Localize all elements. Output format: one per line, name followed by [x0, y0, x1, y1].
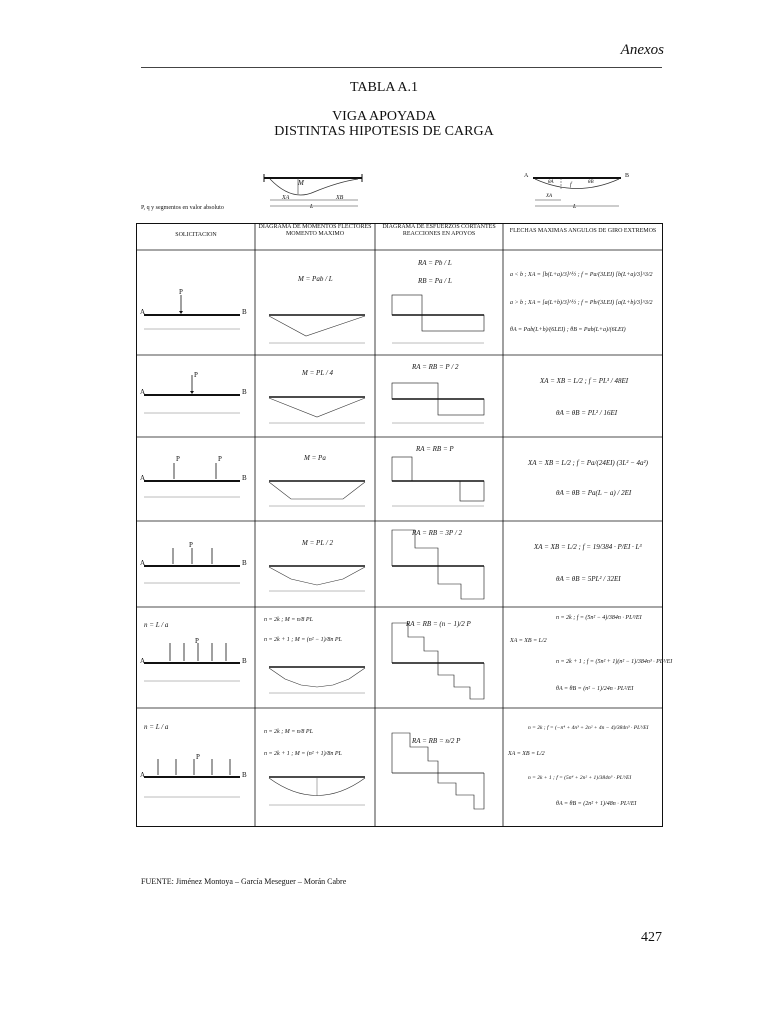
- row3-load-label-2: P: [218, 455, 222, 463]
- row5-deflection-odd: n = 2k + 1 ; f = (5n² + 1)(n² − 1)/384n³ · PL³/EI: [556, 659, 673, 665]
- row5-rotation: θA = θB = (n² − 1)/24n · PL²/EI: [556, 686, 634, 692]
- row1-shear-diagram: [392, 295, 484, 343]
- sketch-theta-a: θA: [548, 180, 554, 185]
- row5-deflection-even: n = 2k ; f = (5n² − 4)/384n · PL³/EI: [556, 615, 642, 621]
- row1-rotation: θA = Pab(L+b)/(6LEI) ; θB = Pab(L+a)/(6LEI): [510, 327, 626, 333]
- sketch-theta-b: θB: [588, 180, 594, 185]
- row5-support-b: B: [242, 657, 247, 665]
- header-shear-diagram: DIAGRAMA DE ESFUERZOS CORTANTES REACCIONES EN APOYOS: [382, 224, 496, 237]
- title-line-1: VIGA APOYADA: [332, 109, 436, 124]
- row2-deflection: XA = XB = L/2 ; f = PL³ / 48EI: [540, 377, 629, 385]
- row1-support-a: A: [140, 308, 146, 316]
- row4-rotation: θA = θB = 5PL² / 32EI: [556, 575, 621, 583]
- table-label: TABLA A.1: [349, 80, 419, 95]
- sketch-support-a: A: [524, 173, 529, 179]
- row4-support-a: A: [140, 559, 146, 567]
- row2-reactions: RA = RB = P / 2: [412, 363, 459, 371]
- row1-moment-formula: M = Pab / L: [298, 275, 333, 283]
- row5-xa: XA = XB = L/2: [510, 638, 547, 644]
- row3-support-b: B: [242, 474, 247, 482]
- header-rule: [141, 67, 662, 68]
- row6-moment-diagram: [269, 777, 365, 805]
- row4-moment-diagram: [269, 566, 365, 591]
- row4-load-label: P: [189, 541, 193, 549]
- sketch-deflection-f: f: [570, 182, 572, 188]
- deflection-reference-sketch: [525, 170, 630, 210]
- row6-moment-even: n = 2k ; M = n/8 PL: [264, 729, 313, 735]
- row6-deflection-even: n = 2k ; f = (−n⁴ + 4n³ + 2n² + 4n − 4)/384n³ · PL³/EI: [528, 725, 649, 731]
- load-cases-table: [136, 223, 673, 827]
- row3-moment-diagram: [269, 481, 365, 506]
- sketch-support-b: B: [625, 173, 630, 179]
- row4-moment-formula: M = PL / 2: [302, 539, 334, 547]
- header-deflections: FLECHAS MAXIMAS ANGULOS DE GIRO EXTREMOS: [509, 228, 657, 234]
- page-title: [0, 109, 768, 139]
- page-number: 427: [641, 930, 662, 945]
- row3-load-label-1: P: [176, 455, 180, 463]
- row3-rotation: θA = θB = Pa(L − a) / 2EI: [556, 489, 632, 497]
- row3-deflection: XA = XB = L/2 ; f = Pa/(24EI) (3L² − 4a²): [528, 459, 648, 467]
- row2-shear-diagram: [392, 383, 484, 423]
- row3-shear-diagram: [392, 457, 484, 506]
- row1-deflection-case1: a < b ; XA = [b(L+a)/3]^½ ; f = Pa/(3LEI) [b(L+a)/3]^3/2: [510, 272, 653, 278]
- header-moment-diagram: DIAGRAMA DE MOMENTOS FLECTORES MOMENTO MAXIMO: [258, 224, 372, 237]
- row1-beam-sketch: [144, 295, 240, 329]
- row6-deflection-odd: n = 2k + 1 ; f = (5n⁴ + 2n² + 1)/384n³ · PL³/EI: [528, 775, 632, 781]
- row3-reactions: RA = RB = P: [416, 445, 454, 453]
- row6-reactions: RA = RB = n/2 P: [412, 737, 461, 745]
- row6-moment-odd: n = 2k + 1 ; M = (n² + 1)/8n PL: [264, 751, 342, 757]
- row4-beam-sketch: [144, 548, 240, 583]
- figure-note: P, q y segmentos en valor absoluto: [141, 205, 224, 211]
- row6-n-definition: n = L / a: [144, 723, 169, 731]
- row1-deflection-case2: a > b ; XA = [a(L+b)/3]^½ ; f = Pb/(3LEI) [a(L+b)/3]^3/2: [510, 300, 653, 306]
- row6-beam-sketch: [144, 759, 240, 797]
- section-header: Anexos: [620, 42, 664, 58]
- row6-support-a: A: [140, 771, 146, 779]
- row5-moment-odd: n = 2k + 1 ; M = (n² − 1)/8n PL: [264, 637, 342, 643]
- table-grid: [136, 223, 663, 827]
- row6-load-label: P: [196, 753, 200, 761]
- row1-load-label: P: [179, 288, 183, 296]
- row5-load-label: P: [195, 637, 199, 645]
- sketch-span: L: [573, 204, 577, 210]
- row4-support-b: B: [242, 559, 247, 567]
- row3-support-a: A: [140, 474, 146, 482]
- row3-beam-sketch: [144, 463, 240, 497]
- row5-moment-even: n = 2k ; M = n/8 PL: [264, 617, 313, 623]
- row2-load-label: P: [194, 371, 198, 379]
- row1-reaction-a: RA = Pb / L: [418, 259, 452, 267]
- header-solicitacion: SOLICITACION: [175, 232, 217, 238]
- row2-support-b: B: [242, 388, 247, 396]
- sketch-xa: XA: [546, 194, 553, 199]
- sketch-xb-label: XB: [336, 195, 344, 201]
- sketch-xa-label: XA: [282, 195, 290, 201]
- source-note: FUENTE: Jiménez Montoya – García Meseguer – Morán Cabre: [141, 877, 347, 886]
- row6-support-b: B: [242, 771, 247, 779]
- row4-deflection: XA = XB = L/2 ; f = 19/384 · P/EI · L³: [534, 543, 642, 551]
- row1-moment-diagram: [269, 315, 365, 343]
- row4-shear-diagram: [392, 530, 484, 599]
- row5-shear-diagram: [392, 623, 484, 699]
- row5-beam-sketch: [144, 643, 240, 681]
- row6-rotation: θA = θB = (2n² + 1)/48n · PL²/EI: [556, 801, 637, 807]
- row5-reactions: RA = RB = (n − 1)/2 P: [406, 620, 471, 628]
- title-line-2: DISTINTAS HIPOTESIS DE CARGA: [274, 124, 494, 139]
- row5-n-definition: n = L / a: [144, 621, 169, 629]
- row2-beam-sketch: [144, 375, 240, 413]
- row4-reactions: RA = RB = 3P / 2: [412, 529, 463, 537]
- row3-moment-formula: M = Pa: [304, 454, 326, 462]
- sketch-moment-label: M: [298, 179, 304, 187]
- sketch-span-label: L: [310, 204, 314, 210]
- moment-reference-sketch: [262, 170, 372, 210]
- row2-support-a: A: [140, 388, 146, 396]
- row1-reaction-b: RB = Pa / L: [418, 277, 452, 285]
- row6-xa: XA = XB = L/2: [508, 751, 545, 757]
- row1-support-b: B: [242, 308, 247, 316]
- row2-moment-diagram: [269, 397, 365, 423]
- row5-moment-diagram: [269, 667, 365, 693]
- row2-moment-formula: M = PL / 4: [302, 369, 334, 377]
- row2-rotation: θA = θB = PL² / 16EI: [556, 409, 618, 417]
- row5-support-a: A: [140, 657, 146, 665]
